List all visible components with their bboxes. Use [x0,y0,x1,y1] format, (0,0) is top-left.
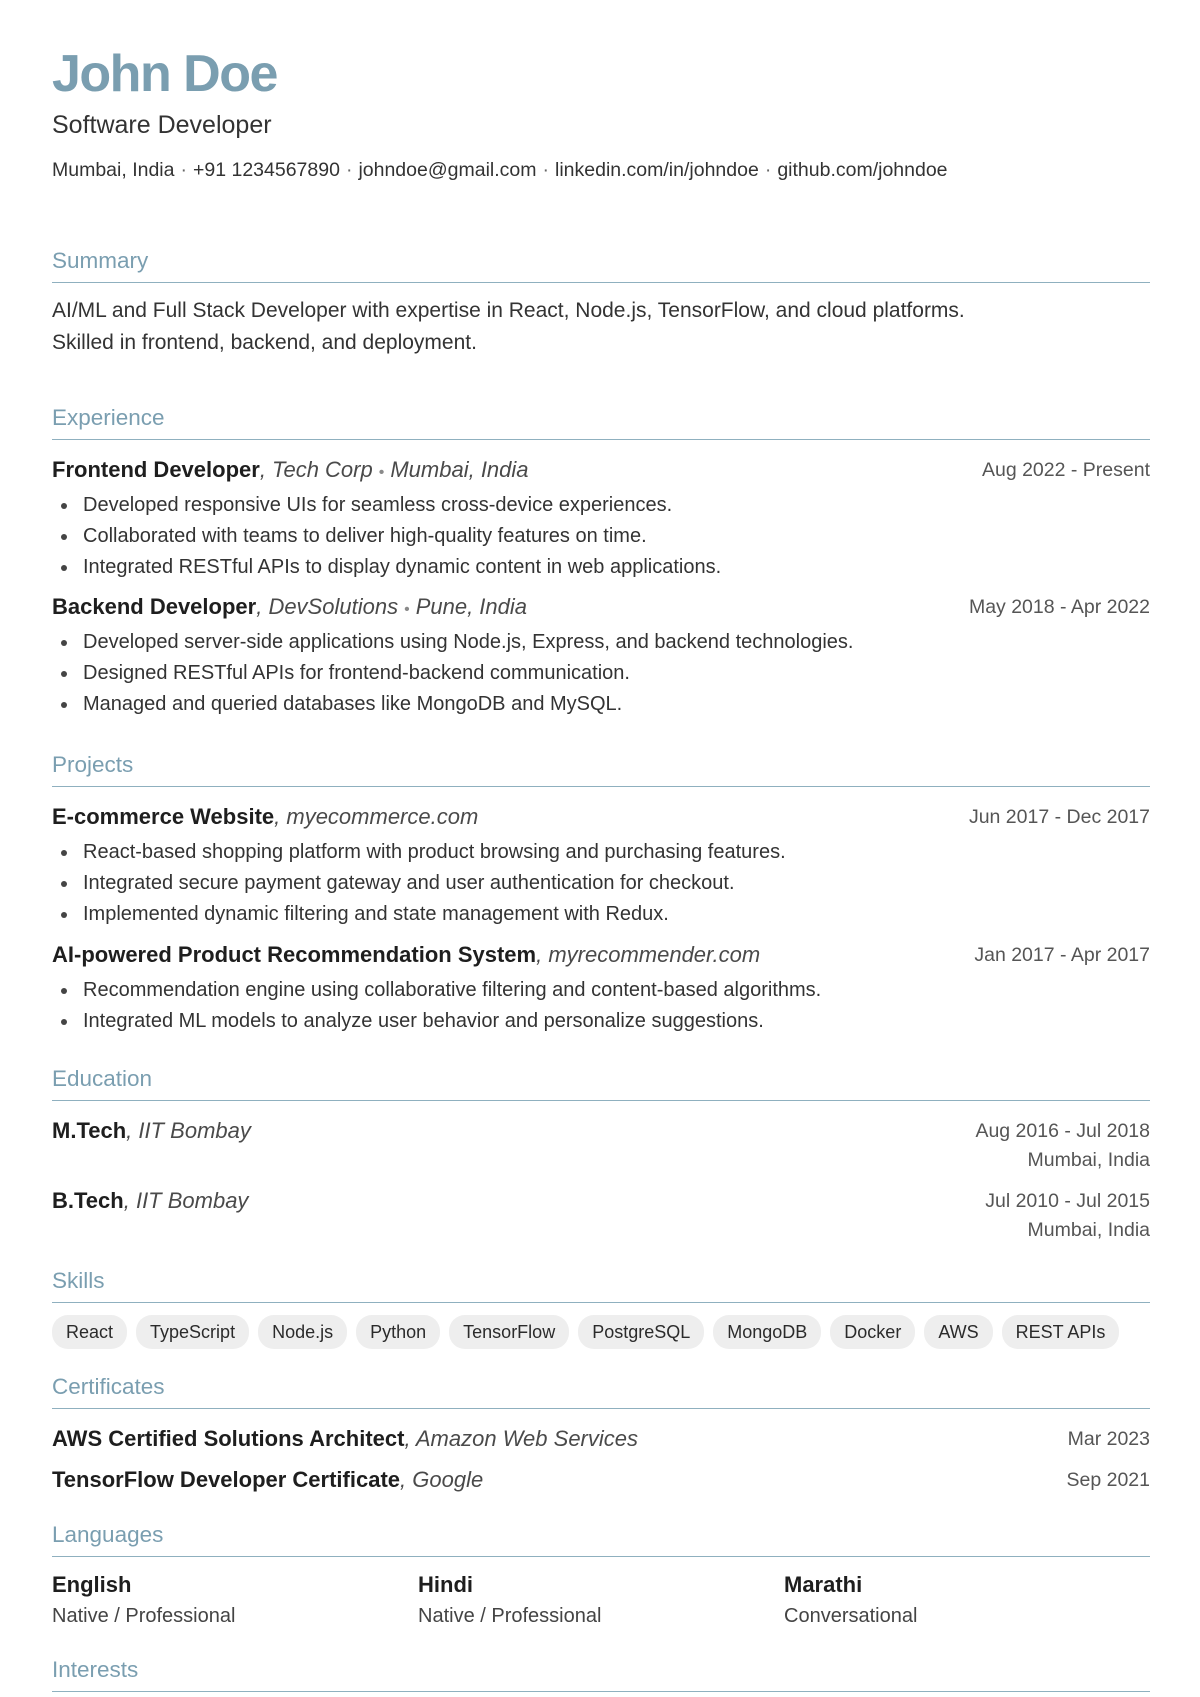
contact-separator: · [180,159,187,181]
bullet-list [52,490,1150,583]
list-item: Integrated secure payment gateway and user authentication for checkout. [83,868,1150,899]
skill-chip: Node.js [258,1315,347,1349]
language-list [52,1569,1150,1631]
list-item: Recommendation engine using collaborative filtering and content-based algorithms. [83,975,1150,1006]
certificates-section [52,1372,1150,1496]
certificate-issuer: Google [412,1467,484,1492]
certificate-date: Sep 2021 [1066,1469,1150,1491]
contact-linkedin[interactable]: linkedin.com/in/johndoe [555,159,759,181]
project-entry [52,801,1150,930]
language-item [784,1569,1150,1631]
certificate-entry [52,1464,1150,1496]
job-dates: May 2018 - Apr 2022 [968,596,1150,618]
language-name: English [52,1572,132,1597]
summary-section [52,246,1150,359]
skill-chip: AWS [924,1315,992,1349]
resume-header [52,44,1150,182]
experience-section [52,403,1150,720]
list-item: Developed server-side applications using Node.js, Express, and backend technologies. [83,627,1150,658]
project-name: E-commerce Website [52,804,275,829]
list-item: Implemented dynamic filtering and state management with Redux. [83,899,1150,930]
summary-line: AI/ML and Full Stack Developer with expertise in React, Node.js, TensorFlow, and cloud platforms. [52,299,965,322]
skill-chip: TensorFlow [449,1315,569,1349]
bullet-dot-icon: • [378,464,385,481]
interests-section [52,1655,1150,1692]
project-dates: Jun 2017 - Dec 2017 [968,806,1150,828]
school-name: IIT Bombay [138,1118,251,1143]
bullet-list [52,837,1150,930]
skill-chip: PostgreSQL [578,1315,704,1349]
contact-line [52,158,1150,182]
language-item [418,1569,784,1631]
entry-header: AI-powered Product Recommendation System, myrecommender.com Jan 2017 - Apr 2017 [52,939,1150,971]
job-dates: Aug 2022 - Present [981,459,1150,481]
contact-location: Mumbai, India [52,159,175,181]
section-title: Skills [52,1266,1150,1303]
school-name: IIT Bombay [135,1188,249,1213]
skill-chip: Docker [830,1315,915,1349]
skill-chip: TypeScript [136,1315,249,1349]
skill-chip: React [52,1315,127,1349]
contact-github[interactable]: github.com/johndoe [777,159,948,181]
skill-chip: REST APIs [1002,1315,1120,1349]
degree-name: B.Tech [52,1188,124,1213]
section-title: Education [52,1064,1150,1101]
job-title: Frontend Developer [52,457,260,482]
bullet-list [52,975,1150,1037]
section-title: Languages [52,1520,1150,1557]
certificate-name: TensorFlow Developer Certificate [52,1467,401,1492]
list-item: Collaborated with teams to deliver high-quality features on time. [83,521,1150,552]
language-level: Native / Professional [418,1605,602,1627]
language-level: Native / Professional [52,1605,236,1627]
degree-name: M.Tech [52,1118,127,1143]
education-entry [52,1115,1150,1185]
entry-header: E-commerce Website, myecommerce.com Jun 2017 - Dec 2017 [52,801,1150,833]
section-title: Interests [52,1655,1150,1692]
certificate-date: Mar 2023 [1067,1428,1150,1450]
certificate-name: AWS Certified Solutions Architect [52,1426,405,1451]
project-name: AI-powered Product Recommendation System [52,942,537,967]
education-section [52,1064,1150,1255]
experience-entry [52,454,1150,583]
contact-email[interactable]: johndoe@gmail.com [358,159,537,181]
contact-separator: · [345,159,353,181]
job-location: Pune, India [415,594,527,619]
experience-entry [52,591,1150,720]
certificate-issuer: Amazon Web Services [415,1426,639,1451]
summary-text [52,295,1150,359]
skill-chip: MongoDB [713,1315,821,1349]
section-title: Experience [52,403,1150,440]
project-url[interactable]: myrecommender.com [548,942,761,967]
entry-header: Frontend Developer, Tech Corp • Mumbai, India Aug 2022 - Present [52,454,1150,486]
list-item: Designed RESTful APIs for frontend-backend communication. [83,658,1150,689]
section-title: Certificates [52,1372,1150,1409]
language-name: Hindi [418,1572,473,1597]
candidate-role: Software Developer [52,111,272,139]
bullet-list [52,627,1150,720]
education-location: Mumbai, India [1027,1149,1150,1171]
languages-section [52,1520,1150,1631]
education-dates: Jul 2010 - Jul 2015 [985,1190,1150,1212]
company-name: DevSolutions [268,594,399,619]
skill-chip: Python [356,1315,440,1349]
language-item [52,1569,418,1631]
language-name: Marathi [784,1572,863,1597]
contact-separator: · [764,159,772,181]
bullet-dot-icon: • [404,601,410,618]
candidate-name: John Doe [52,45,277,103]
project-entry [52,939,1150,1037]
job-title: Backend Developer [52,594,257,619]
list-item: Integrated RESTful APIs to display dynamic content in web applications. [83,552,1150,583]
summary-line: Skilled in frontend, backend, and deployment. [52,331,477,354]
entry-header: M.Tech, IIT Bombay Aug 2016 - Jul 2018 [52,1115,1150,1147]
project-url[interactable]: myecommerce.com [286,804,479,829]
list-item: React-based shopping platform with product browsing and purchasing features. [83,837,1150,868]
education-location: Mumbai, India [1027,1219,1150,1241]
list-item: Developed responsive UIs for seamless cross-device experiences. [83,490,1150,521]
language-level: Conversational [784,1605,918,1627]
section-title: Summary [52,246,1150,283]
entry-header: TensorFlow Developer Certificate, Google Sep 2021 [52,1464,1150,1496]
project-dates: Jan 2017 - Apr 2017 [974,944,1150,966]
education-dates: Aug 2016 - Jul 2018 [975,1120,1150,1142]
certificate-entry [52,1423,1150,1455]
company-name: Tech Corp [272,457,373,482]
job-location: Mumbai, India [390,457,529,482]
section-title: Projects [52,750,1150,787]
contact-separator: · [542,159,549,181]
projects-section [52,750,1150,1037]
entry-header: B.Tech, IIT Bombay Jul 2010 - Jul 2015 [52,1185,1150,1217]
entry-header: Backend Developer, DevSolutions • Pune, India May 2018 - Apr 2022 [52,591,1150,623]
contact-phone[interactable]: +91 1234567890 [192,159,340,181]
entry-header: AWS Certified Solutions Architect, Amazon Web Services Mar 2023 [52,1423,1150,1455]
education-entry [52,1185,1150,1255]
skill-chips [52,1315,1150,1349]
skills-section [52,1266,1150,1349]
list-item: Integrated ML models to analyze user behavior and personalize suggestions. [83,1006,1150,1037]
list-item: Managed and queried databases like MongoDB and MySQL. [83,689,1150,720]
